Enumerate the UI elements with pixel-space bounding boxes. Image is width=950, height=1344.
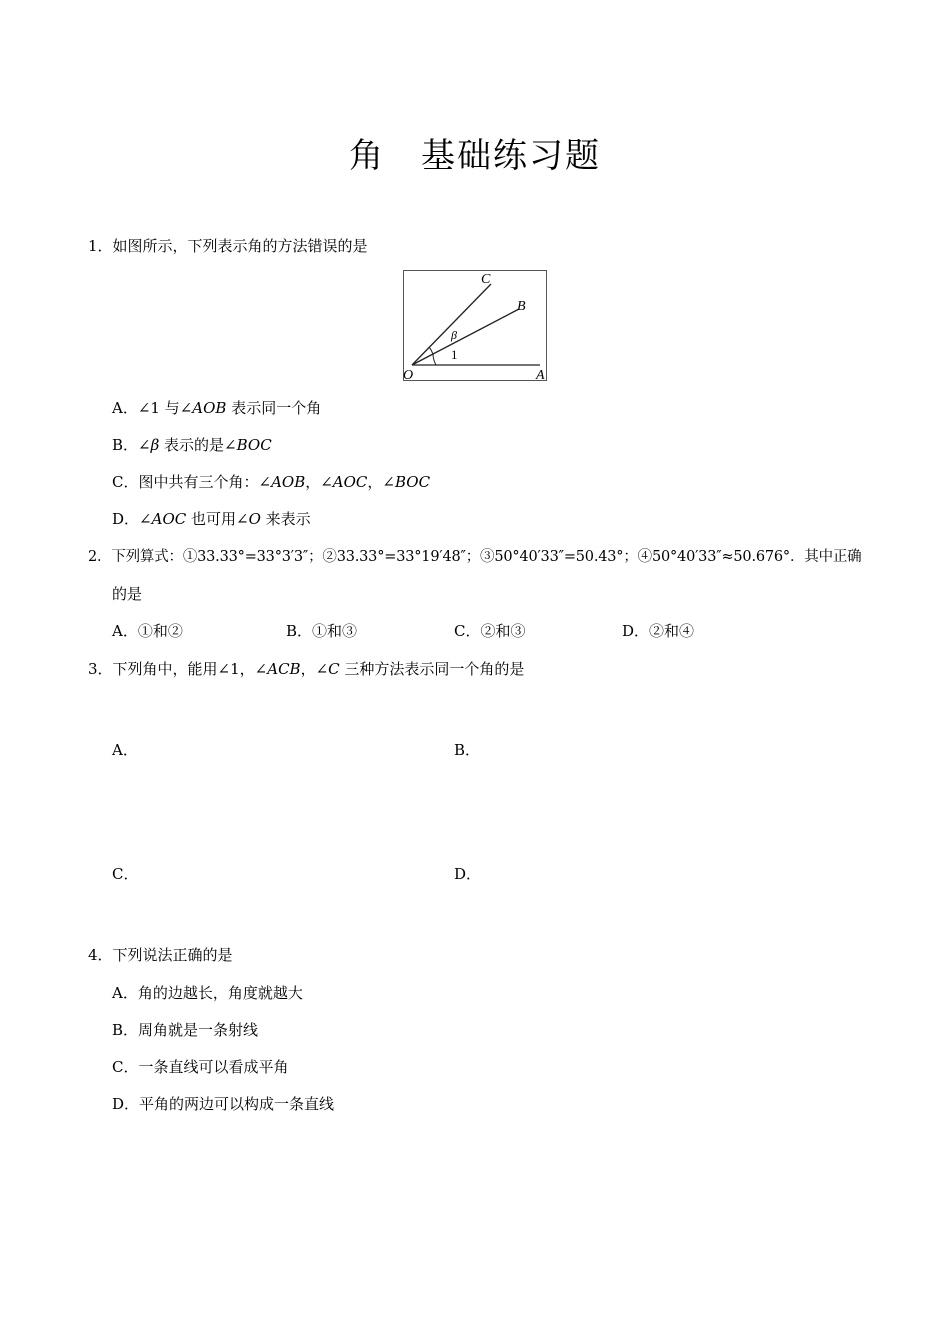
option-text: β	[150, 436, 160, 454]
option-text: ∠	[138, 436, 151, 454]
page-title: 角 基础练习题	[349, 136, 601, 176]
label-a: A	[536, 368, 545, 381]
option-text: 来表示	[260, 510, 311, 528]
option-label: C．	[112, 473, 139, 491]
question-number: 1．	[88, 237, 113, 255]
label-c: C	[481, 272, 491, 287]
angle-figure	[403, 270, 547, 381]
q3-option-c: C．	[112, 865, 139, 883]
option-text: O	[248, 510, 261, 528]
option-text: 表示同一个角	[226, 399, 322, 417]
q1-option-b	[112, 435, 272, 455]
question-2	[88, 547, 861, 567]
ray-ob	[412, 309, 519, 365]
q4-option-a: A．角的边越长，角度就越大	[112, 984, 303, 1002]
q3-option-d: D．	[454, 865, 482, 883]
q4-option-c: C．一条直线可以看成平角	[112, 1058, 289, 1076]
question-stem: C	[328, 660, 340, 678]
question-stem: 如图所示，下列表示角的方法错误的是	[112, 237, 368, 255]
question-stem: 三种方法表示同一个角的是	[339, 660, 525, 678]
option-text: AOB	[271, 473, 306, 491]
option-label: B．	[112, 436, 139, 454]
question-number: 3．	[88, 660, 113, 678]
option-text: BOC	[236, 436, 272, 454]
q4-option-d: D．平角的两边可以构成一条直线	[112, 1095, 335, 1113]
label-1: 1	[451, 347, 458, 362]
label-b: B	[517, 299, 526, 314]
q2-option-c: C．②和③	[454, 622, 526, 640]
question-number: 4．	[88, 946, 113, 964]
q3-option-b: B．	[454, 741, 481, 759]
q1-option-c	[112, 472, 430, 492]
q2-option-a: A．①和②	[112, 622, 183, 640]
q1-option-d	[112, 509, 311, 529]
option-label: D．	[112, 510, 140, 528]
question-4	[88, 945, 233, 965]
question-3	[88, 659, 524, 679]
option-text: BOC	[394, 473, 431, 491]
arc-angle-1	[433, 354, 436, 365]
option-text: 表示的是∠	[159, 436, 237, 454]
option-text: AOC	[151, 510, 187, 528]
label-beta: β	[451, 328, 457, 342]
option-text: 图中共有三个角：∠	[138, 473, 272, 491]
question-2-stem-line-2: 的是	[112, 585, 143, 603]
option-text: ∠	[139, 510, 152, 528]
question-number: 2．	[88, 549, 112, 565]
q4-option-b: B．周角就是一条射线	[112, 1021, 259, 1039]
option-text: AOC	[332, 473, 368, 491]
question-stem: 下列算式：①33.33°=33°3′3″；②33.33°=33°19′48″；③50°40′33″=50.43°；④50°40′33″≈50.676°．其中正确	[111, 549, 862, 565]
question-1	[88, 236, 368, 256]
option-text: ∠1 与∠	[137, 399, 193, 417]
question-stem: 下列角中，能用∠1，∠	[112, 660, 268, 678]
q3-option-a: A．	[112, 741, 138, 759]
question-stem: ACB	[267, 660, 301, 678]
option-label: A．	[112, 399, 138, 417]
option-text: ，∠	[305, 473, 333, 491]
q2-option-d: D．②和④	[622, 622, 695, 640]
arc-angle-beta	[429, 347, 433, 354]
angle-diagram	[403, 270, 547, 381]
option-text: ，∠	[367, 473, 395, 491]
label-o: O	[403, 368, 414, 381]
question-stem: 下列说法正确的是	[112, 946, 233, 964]
q1-option-a	[112, 398, 321, 418]
option-text: 也可用∠	[186, 510, 249, 528]
figure-frame	[404, 271, 547, 381]
question-stem: ，∠	[300, 660, 329, 678]
q2-option-b: B．①和③	[286, 622, 358, 640]
option-text: AOB	[192, 399, 227, 417]
